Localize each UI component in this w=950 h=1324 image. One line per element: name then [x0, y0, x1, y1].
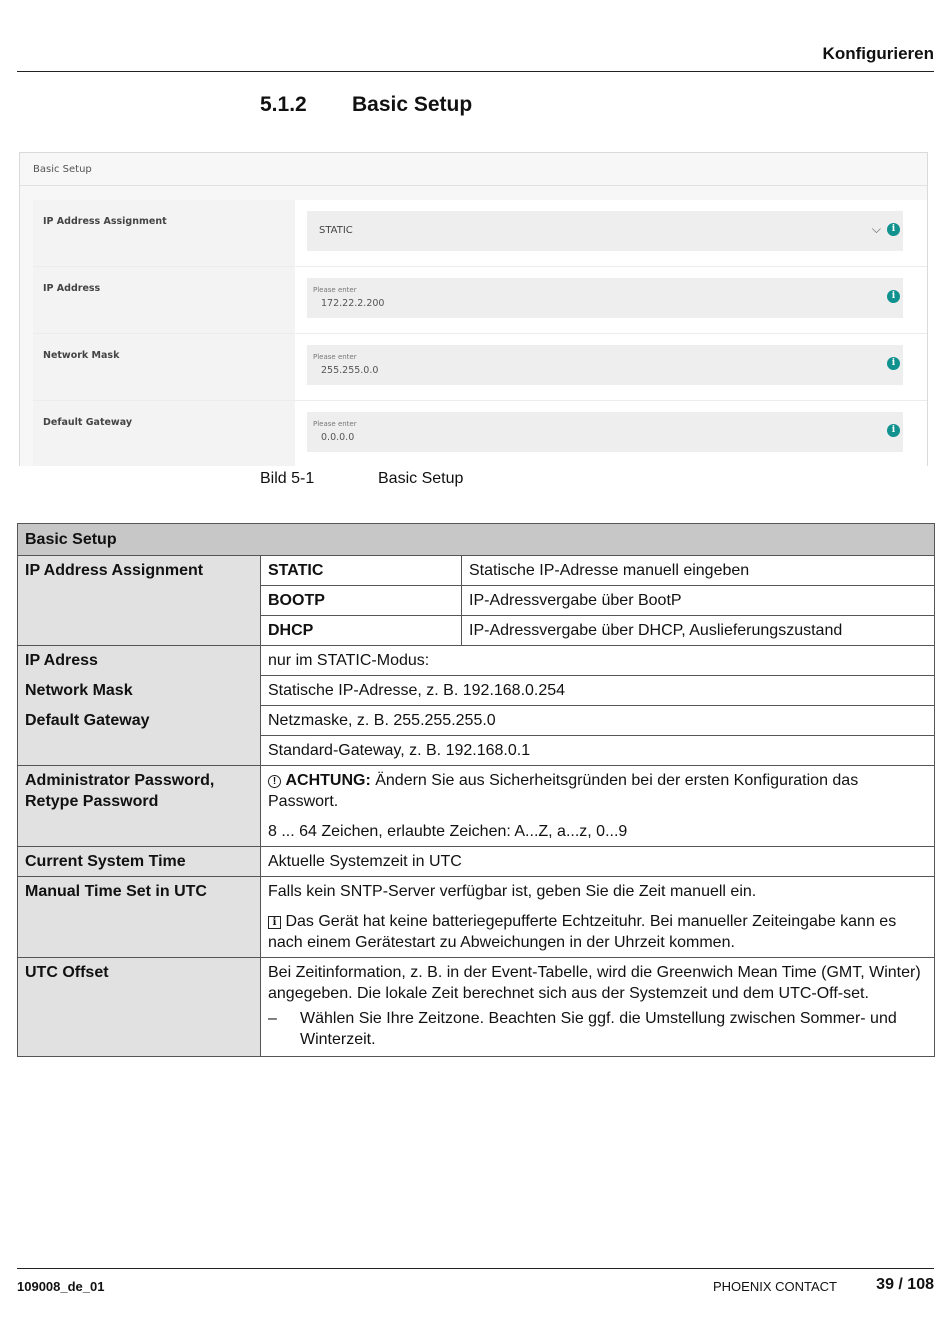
- document-id: 109008_de_01: [17, 1279, 105, 1294]
- setting-row-default-gateway: [33, 401, 928, 466]
- table-row: [18, 646, 935, 676]
- option-name: BOOTP: [261, 586, 462, 616]
- setting-label: Network Mask: [33, 334, 295, 400]
- panel-divider: [20, 185, 927, 186]
- settings-table: [17, 523, 935, 1057]
- row-label: Manual Time Set in UTC: [18, 877, 261, 958]
- row-text: [261, 958, 935, 1057]
- ip-address-input[interactable]: [307, 278, 903, 318]
- section-number: 5.1.2: [260, 93, 307, 116]
- utc-offset-text: Bei Zeitinformation, z. B. in der Event-Tabelle, wird die Greenwich Mean Time (GMT, Winter) angegeben. Die lokale Zeit berechnet sich aus der Systemzeit und dem UTC-Off-set.: [268, 964, 921, 1002]
- info-icon[interactable]: i: [887, 424, 900, 437]
- table-header-row: [18, 524, 935, 556]
- manual-time-text: Falls kein SNTP-Server verfügbar ist, geben Sie die Zeit manuell ein.: [268, 883, 757, 900]
- info-icon[interactable]: i: [887, 357, 900, 370]
- page-number: 39 / 108: [876, 1276, 934, 1293]
- row-label: IP Adress: [25, 652, 98, 669]
- list-item: [268, 1008, 927, 1050]
- setting-row-ip-assignment: [33, 200, 928, 267]
- input-value: 0.0.0.0: [321, 432, 355, 443]
- setting-row-network-mask: [33, 334, 928, 401]
- row-text: nur im STATIC-Modus:: [261, 646, 935, 676]
- row-text: Standard-Gateway, z. B. 192.168.0.1: [261, 736, 935, 766]
- chevron-down-icon[interactable]: ⌵: [871, 222, 881, 236]
- input-placeholder: Please enter: [313, 420, 357, 428]
- setting-label: Default Gateway: [33, 401, 295, 466]
- info-icon[interactable]: i: [887, 223, 900, 236]
- table-row: [18, 847, 935, 877]
- input-value: 255.255.0.0: [321, 365, 379, 376]
- option-description: IP-Adressvergabe über DHCP, Auslieferungszustand: [462, 616, 935, 646]
- row-label: Administrator Password, Retype Password: [18, 766, 261, 847]
- note-text: [268, 911, 927, 953]
- section-heading: [260, 93, 472, 117]
- row-label: IP Address Assignment: [18, 556, 261, 646]
- info-icon[interactable]: i: [887, 290, 900, 303]
- default-gateway-input[interactable]: [307, 412, 903, 452]
- row-text: [261, 766, 935, 847]
- footer-rule: [17, 1268, 934, 1269]
- option-description: Statische IP-Adresse manuell eingeben: [462, 556, 935, 586]
- option-name: STATIC: [261, 556, 462, 586]
- warning-body: Ändern Sie aus Sicherheitsgründen bei der ersten Konfiguration das Passwort.: [268, 772, 859, 810]
- row-label: Network Mask: [25, 682, 133, 699]
- warning-text: [268, 770, 927, 812]
- table-row: [18, 556, 935, 586]
- basic-setup-screenshot: [19, 152, 928, 466]
- warning-label: ACHTUNG:: [285, 772, 371, 789]
- setting-row-ip-address: [33, 267, 928, 334]
- row-text: Aktuelle Systemzeit in UTC: [261, 847, 935, 877]
- row-text: [261, 877, 935, 958]
- table-header: Basic Setup: [18, 524, 935, 556]
- row-label: Current System Time: [18, 847, 261, 877]
- input-placeholder: Please enter: [313, 353, 357, 361]
- caption-text: Basic Setup: [378, 470, 464, 487]
- table-row: [18, 877, 935, 958]
- warning-icon: !: [268, 775, 281, 788]
- figure-caption: [260, 470, 463, 488]
- company-name: PHOENIX CONTACT: [713, 1279, 837, 1294]
- option-description: IP-Adressvergabe über BootP: [462, 586, 935, 616]
- table-row: [18, 766, 935, 847]
- row-text: Netzmaske, z. B. 255.255.255.0: [261, 706, 935, 736]
- header-rule: [17, 71, 934, 72]
- ip-assignment-select[interactable]: [307, 211, 903, 251]
- row-label-group: [18, 646, 261, 766]
- note-body: Das Gerät hat keine batteriegepufferte Echtzeituhr. Bei manueller Zeiteingabe kann es nach einem Gerätestart zu Abweichungen in der Uhrzeit kommen.: [268, 913, 897, 951]
- password-rule: 8 ... 64 Zeichen, erlaubte Zeichen: A...Z, a...z, 0...9: [268, 823, 628, 840]
- row-label: Default Gateway: [25, 712, 150, 729]
- note-icon: i: [268, 916, 281, 929]
- row-label: UTC Offset: [18, 958, 261, 1057]
- network-mask-input[interactable]: [307, 345, 903, 385]
- setting-label: IP Address: [33, 267, 295, 333]
- input-placeholder: Please enter: [313, 286, 357, 294]
- list-item-text: Wählen Sie Ihre Zeitzone. Beachten Sie ggf. die Umstellung zwischen Sommer- und Winterzeit.: [300, 1010, 897, 1048]
- input-value: 172.22.2.200: [321, 298, 385, 309]
- dash-bullet: –: [268, 1010, 277, 1027]
- row-text: Statische IP-Adresse, z. B. 192.168.0.254: [261, 676, 935, 706]
- table-row: [18, 958, 935, 1057]
- running-header: Konfigurieren: [822, 44, 934, 63]
- section-title: Basic Setup: [352, 93, 473, 116]
- caption-number: Bild 5-1: [260, 470, 315, 487]
- panel-title: Basic Setup: [33, 164, 92, 175]
- select-value: STATIC: [319, 225, 353, 236]
- option-name: DHCP: [261, 616, 462, 646]
- settings-panel: [33, 200, 928, 466]
- setting-label: IP Address Assignment: [33, 200, 295, 266]
